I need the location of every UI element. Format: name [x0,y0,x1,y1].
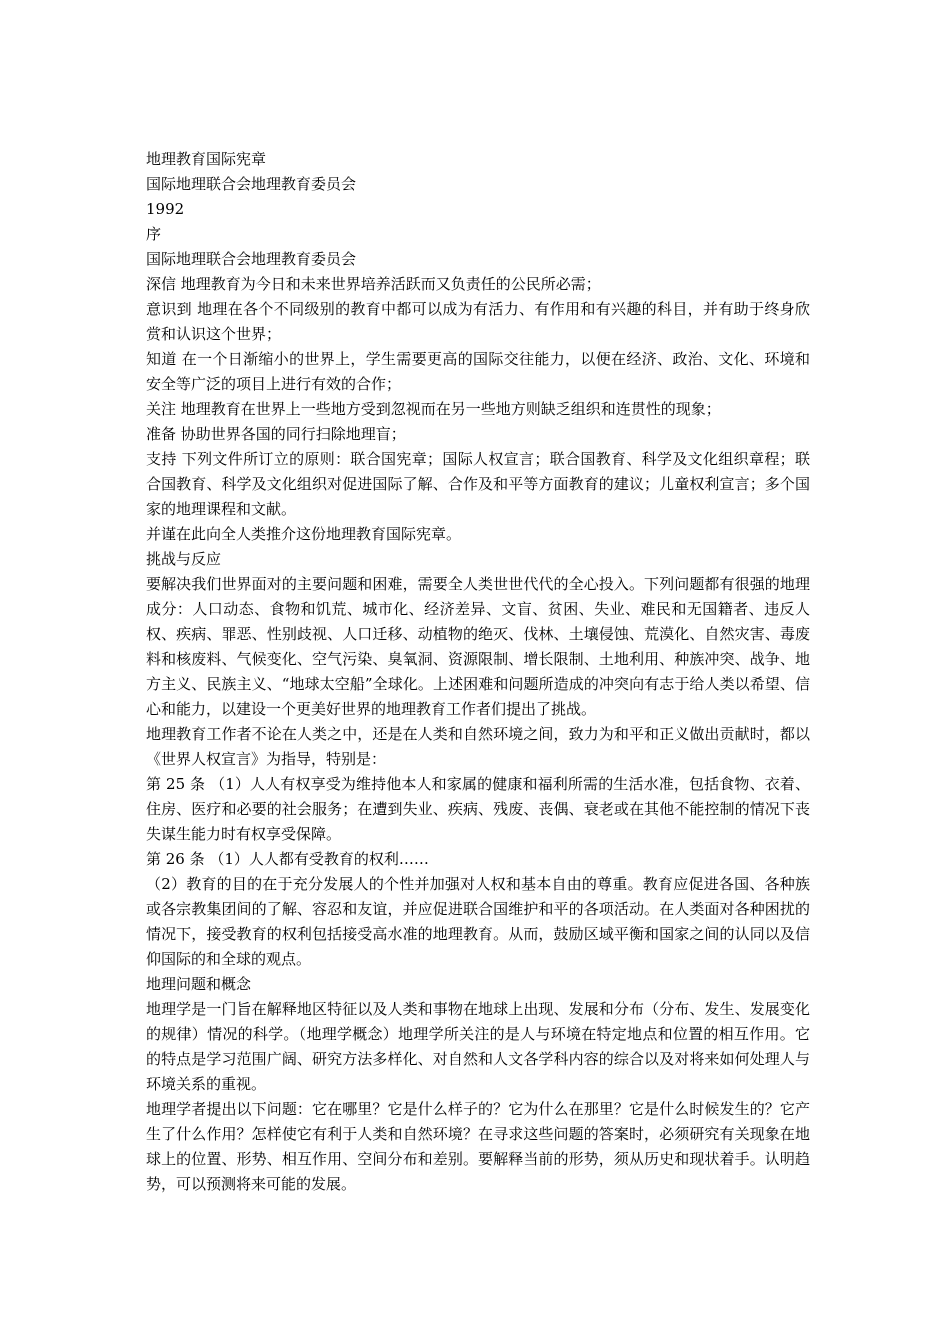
preface-paragraph: 知道 在一个日渐缩小的世界上，学生需要更高的国际交往能力，以便在经济、政治、文化、环境和安全等广泛的项目上进行有效的合作； [146,350,810,393]
article-26-clause-2: （2）教育的目的在于充分发展人的个性并加强对人权和基本自由的尊重。教育应促进各国、各种族或各宗教集团间的了解、容忍和友谊，并应促进联合国维护和平的各项活动。在人类面对各种困扰的情况下，接受教育的权利包括接受高水准的地理教育。从而，鼓励区域平衡和国家之间的认同以及信仰国际的和全球的观点。 [146,875,810,968]
document-title: 地理教育国际宪章 [146,150,267,168]
preface-paragraph: 深信 地理教育为今日和未来世界培养活跃而又负责任的公民所必需； [146,275,601,293]
section-heading-concepts: 地理问题和概念 [146,975,252,993]
document-issuer: 国际地理联合会地理教育委员会 [146,175,357,193]
section-paragraph: 要解决我们世界面对的主要问题和困难，需要全人类世世代代的全心投入。下列问题都有很强的地理成分：人口动态、食物和饥荒、城市化、经济差异、文盲、贫困、失业、难民和无国籍者、违反人权、疾病、罪恶、性别歧视、人口迁移、动植物的绝灭、伐林、土壤侵蚀、荒漠化、自然灾害、毒废料和核废料、气候变化、空气污染、臭氧洞、资源限制、增长限制、土地利用、种族冲突、战争、地方主义、民族主义、“地球太空船”全球化。上述困难和问题所造成的冲突向有志于给人类以希望、信心和能力，以建设一个更美好世界的地理教育工作者们提出了挑战。 [146,575,810,718]
preface-paragraph: 支持 下列文件所订立的原则：联合国宪章；国际人权宣言；联合国教育、科学及文化组织章程；联合国教育、科学及文化组织对促进国际了解、合作及和平等方面教育的建议；儿童权利宣言；多个国家的地理课程和文献。 [146,450,810,518]
article-26-paragraph: 第 26 条 （1）人人都有受教育的权利…… [146,850,429,868]
preface-paragraph: 并谨在此向全人类推介这份地理教育国际宪章。 [146,525,462,543]
article-25-paragraph: 第 25 条 （1）人人有权享受为维持他本人和家属的健康和福利所需的生活水准，包括食物、衣着、住房、医疗和必要的社会服务；在遭到失业、疾病、残废、丧偶、衰老或在其他不能控制的情况下丧失谋生能力时有权享受保障。 [146,775,810,843]
preface-paragraph: 关注 地理教育在世界上一些地方受到忽视而在另一些地方则缺乏组织和连贯性的现象； [146,400,721,418]
preface-paragraph: 意识到 地理在各个不同级别的教育中都可以成为有活力、有作用和有兴趣的科目，并有助于终身欣赏和认识这个世界； [146,300,810,343]
section-paragraph: 地理学是一门旨在解释地区特征以及人类和事物在地球上出现、发展和分布（分布、发生、发展变化的规律）情况的科学。（地理学概念）地理学所关注的是人与环境在特定地点和位置的相互作用。它的特点是学习范围广阔、研究方法多样化、对自然和人文各学科内容的综合以及对将来如何处理人与环境关系的重视。 [146,1000,810,1093]
preface-issuer: 国际地理联合会地理教育委员会 [146,250,357,268]
document-body [146,147,810,1197]
section-paragraph: 地理教育工作者不论在人类之中，还是在人类和自然环境之间，致力为和平和正义做出贡献时，都以《世界人权宣言》为指导，特别是： [146,725,810,768]
preface-paragraph: 准备 协助世界各国的同行扫除地理盲； [146,425,406,443]
document-year: 1992 [146,200,185,218]
section-paragraph: 地理学者提出以下问题：它在哪里？它是什么样子的？它为什么在那里？它是什么时候发生的？它产生了什么作用？怎样使它有利于人类和自然环境？在寻求这些问题的答案时，必须研究有关现象在地球上的位置、形势、相互作用、空间分布和差别。要解释当前的形势，须从历史和现状着手。认明趋势，可以预测将来可能的发展。 [146,1100,810,1193]
preface-heading: 序 [146,225,162,243]
section-heading-challenges: 挑战与反应 [146,550,222,568]
